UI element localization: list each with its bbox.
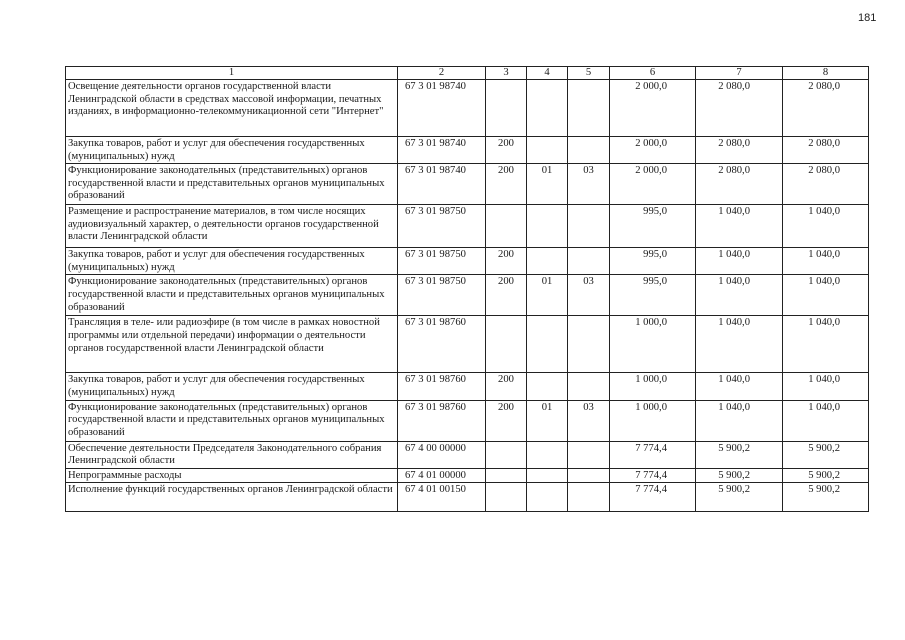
budget-table [65,66,869,512]
row-target-code: 67 3 01 98760 [398,400,486,441]
row-description: Функционирование законодательных (представительных) органов государственной власти и представительных органов муниципальных образований [66,400,398,441]
header-cell: 8 [783,67,869,80]
row-section [527,316,568,373]
row-value-col8: 1 040,0 [783,205,869,248]
row-target-code: 67 4 01 00000 [398,468,486,483]
row-value-col8: 2 080,0 [783,137,869,164]
header-cell: 2 [398,67,486,80]
row-subsection [568,316,610,373]
row-expense-type: 200 [486,137,527,164]
row-value-col7: 2 080,0 [696,80,783,137]
row-value-col8: 5 900,2 [783,468,869,483]
row-subsection [568,441,610,468]
header-cell: 7 [696,67,783,80]
row-value-col7: 5 900,2 [696,483,783,512]
row-value-col8: 1 040,0 [783,316,869,373]
table-row [66,164,869,205]
row-value-col8: 5 900,2 [783,483,869,512]
row-description: Исполнение функций государственных органов Ленинградской области [66,483,398,512]
row-value-col6: 995,0 [610,205,696,248]
table-row [66,248,869,275]
row-description: Функционирование законодательных (представительных) органов государственной власти и представительных органов муниципальных образований [66,164,398,205]
table-row [66,400,869,441]
row-target-code: 67 4 00 00000 [398,441,486,468]
row-description: Закупка товаров, работ и услуг для обеспечения государственных (муниципальных) нужд [66,373,398,400]
row-expense-type [486,483,527,512]
table-row [66,80,869,137]
row-value-col7: 5 900,2 [696,441,783,468]
row-subsection [568,248,610,275]
row-value-col7: 1 040,0 [696,248,783,275]
row-target-code: 67 3 01 98740 [398,137,486,164]
header-cell: 4 [527,67,568,80]
row-expense-type [486,316,527,373]
row-value-col8: 1 040,0 [783,400,869,441]
row-value-col8: 5 900,2 [783,441,869,468]
table-row [66,205,869,248]
table-row [66,316,869,373]
row-value-col6: 7 774,4 [610,441,696,468]
row-value-col8: 2 080,0 [783,80,869,137]
row-value-col7: 5 900,2 [696,468,783,483]
row-subsection [568,80,610,137]
row-value-col6: 1 000,0 [610,316,696,373]
table-header-row [66,67,869,80]
header-cell: 3 [486,67,527,80]
row-value-col7: 1 040,0 [696,400,783,441]
row-section: 01 [527,275,568,316]
row-value-col7: 1 040,0 [696,275,783,316]
row-value-col6: 7 774,4 [610,483,696,512]
row-target-code: 67 3 01 98750 [398,275,486,316]
row-value-col8: 2 080,0 [783,164,869,205]
table-row [66,275,869,316]
row-expense-type: 200 [486,248,527,275]
row-subsection: 03 [568,164,610,205]
row-target-code: 67 3 01 98750 [398,205,486,248]
row-target-code: 67 3 01 98760 [398,373,486,400]
row-value-col6: 995,0 [610,275,696,316]
table-row [66,483,869,512]
header-cell: 1 [66,67,398,80]
row-value-col6: 2 000,0 [610,80,696,137]
row-section [527,137,568,164]
row-description: Непрограммные расходы [66,468,398,483]
row-section: 01 [527,400,568,441]
row-section: 01 [527,164,568,205]
row-value-col6: 2 000,0 [610,164,696,205]
row-description: Размещение и распространение материалов, в том числе носящих аудиовизуальный характер, о деятельности органов государственной власти Ленинградской области [66,205,398,248]
row-value-col7: 1 040,0 [696,205,783,248]
row-subsection [568,137,610,164]
page-number: 181 [858,12,877,24]
row-section [527,80,568,137]
row-target-code: 67 3 01 98750 [398,248,486,275]
row-value-col6: 1 000,0 [610,373,696,400]
table-row [66,373,869,400]
row-subsection: 03 [568,275,610,316]
row-description: Функционирование законодательных (представительных) органов государственной власти и представительных органов муниципальных образований [66,275,398,316]
row-value-col6: 2 000,0 [610,137,696,164]
row-value-col7: 2 080,0 [696,164,783,205]
row-value-col7: 1 040,0 [696,316,783,373]
row-section [527,205,568,248]
row-expense-type [486,80,527,137]
header-cell: 6 [610,67,696,80]
row-value-col8: 1 040,0 [783,248,869,275]
row-subsection [568,483,610,512]
row-target-code: 67 4 01 00150 [398,483,486,512]
row-value-col6: 995,0 [610,248,696,275]
row-description: Обеспечение деятельности Председателя Законодательного собрания Ленинградской области [66,441,398,468]
row-expense-type: 200 [486,400,527,441]
row-section [527,468,568,483]
row-subsection [568,373,610,400]
row-subsection: 03 [568,400,610,441]
table-row [66,137,869,164]
row-description: Освещение деятельности органов государственной власти Ленинградской области в средствах массовой информации, печатных изданиях, в информационно-телекоммуникационной сети "Интернет" [66,80,398,137]
row-description: Закупка товаров, работ и услуг для обеспечения государственных (муниципальных) нужд [66,137,398,164]
table-row [66,468,869,483]
table-row [66,441,869,468]
header-cell: 5 [568,67,610,80]
row-section [527,441,568,468]
row-value-col7: 2 080,0 [696,137,783,164]
row-section [527,483,568,512]
row-target-code: 67 3 01 98760 [398,316,486,373]
row-section [527,248,568,275]
row-description: Трансляция в теле- или радиоэфире (в том числе в рамках новостной программы или отдельной передачи) информации о деятельности органов государственной власти Ленинградской области [66,316,398,373]
row-expense-type: 200 [486,373,527,400]
row-value-col6: 1 000,0 [610,400,696,441]
row-expense-type: 200 [486,275,527,316]
row-subsection [568,205,610,248]
row-subsection [568,468,610,483]
row-value-col6: 7 774,4 [610,468,696,483]
row-target-code: 67 3 01 98740 [398,164,486,205]
row-value-col7: 1 040,0 [696,373,783,400]
row-value-col8: 1 040,0 [783,275,869,316]
row-expense-type [486,441,527,468]
row-section [527,373,568,400]
row-expense-type [486,205,527,248]
row-expense-type: 200 [486,164,527,205]
row-target-code: 67 3 01 98740 [398,80,486,137]
row-expense-type [486,468,527,483]
row-description: Закупка товаров, работ и услуг для обеспечения государственных (муниципальных) нужд [66,248,398,275]
row-value-col8: 1 040,0 [783,373,869,400]
